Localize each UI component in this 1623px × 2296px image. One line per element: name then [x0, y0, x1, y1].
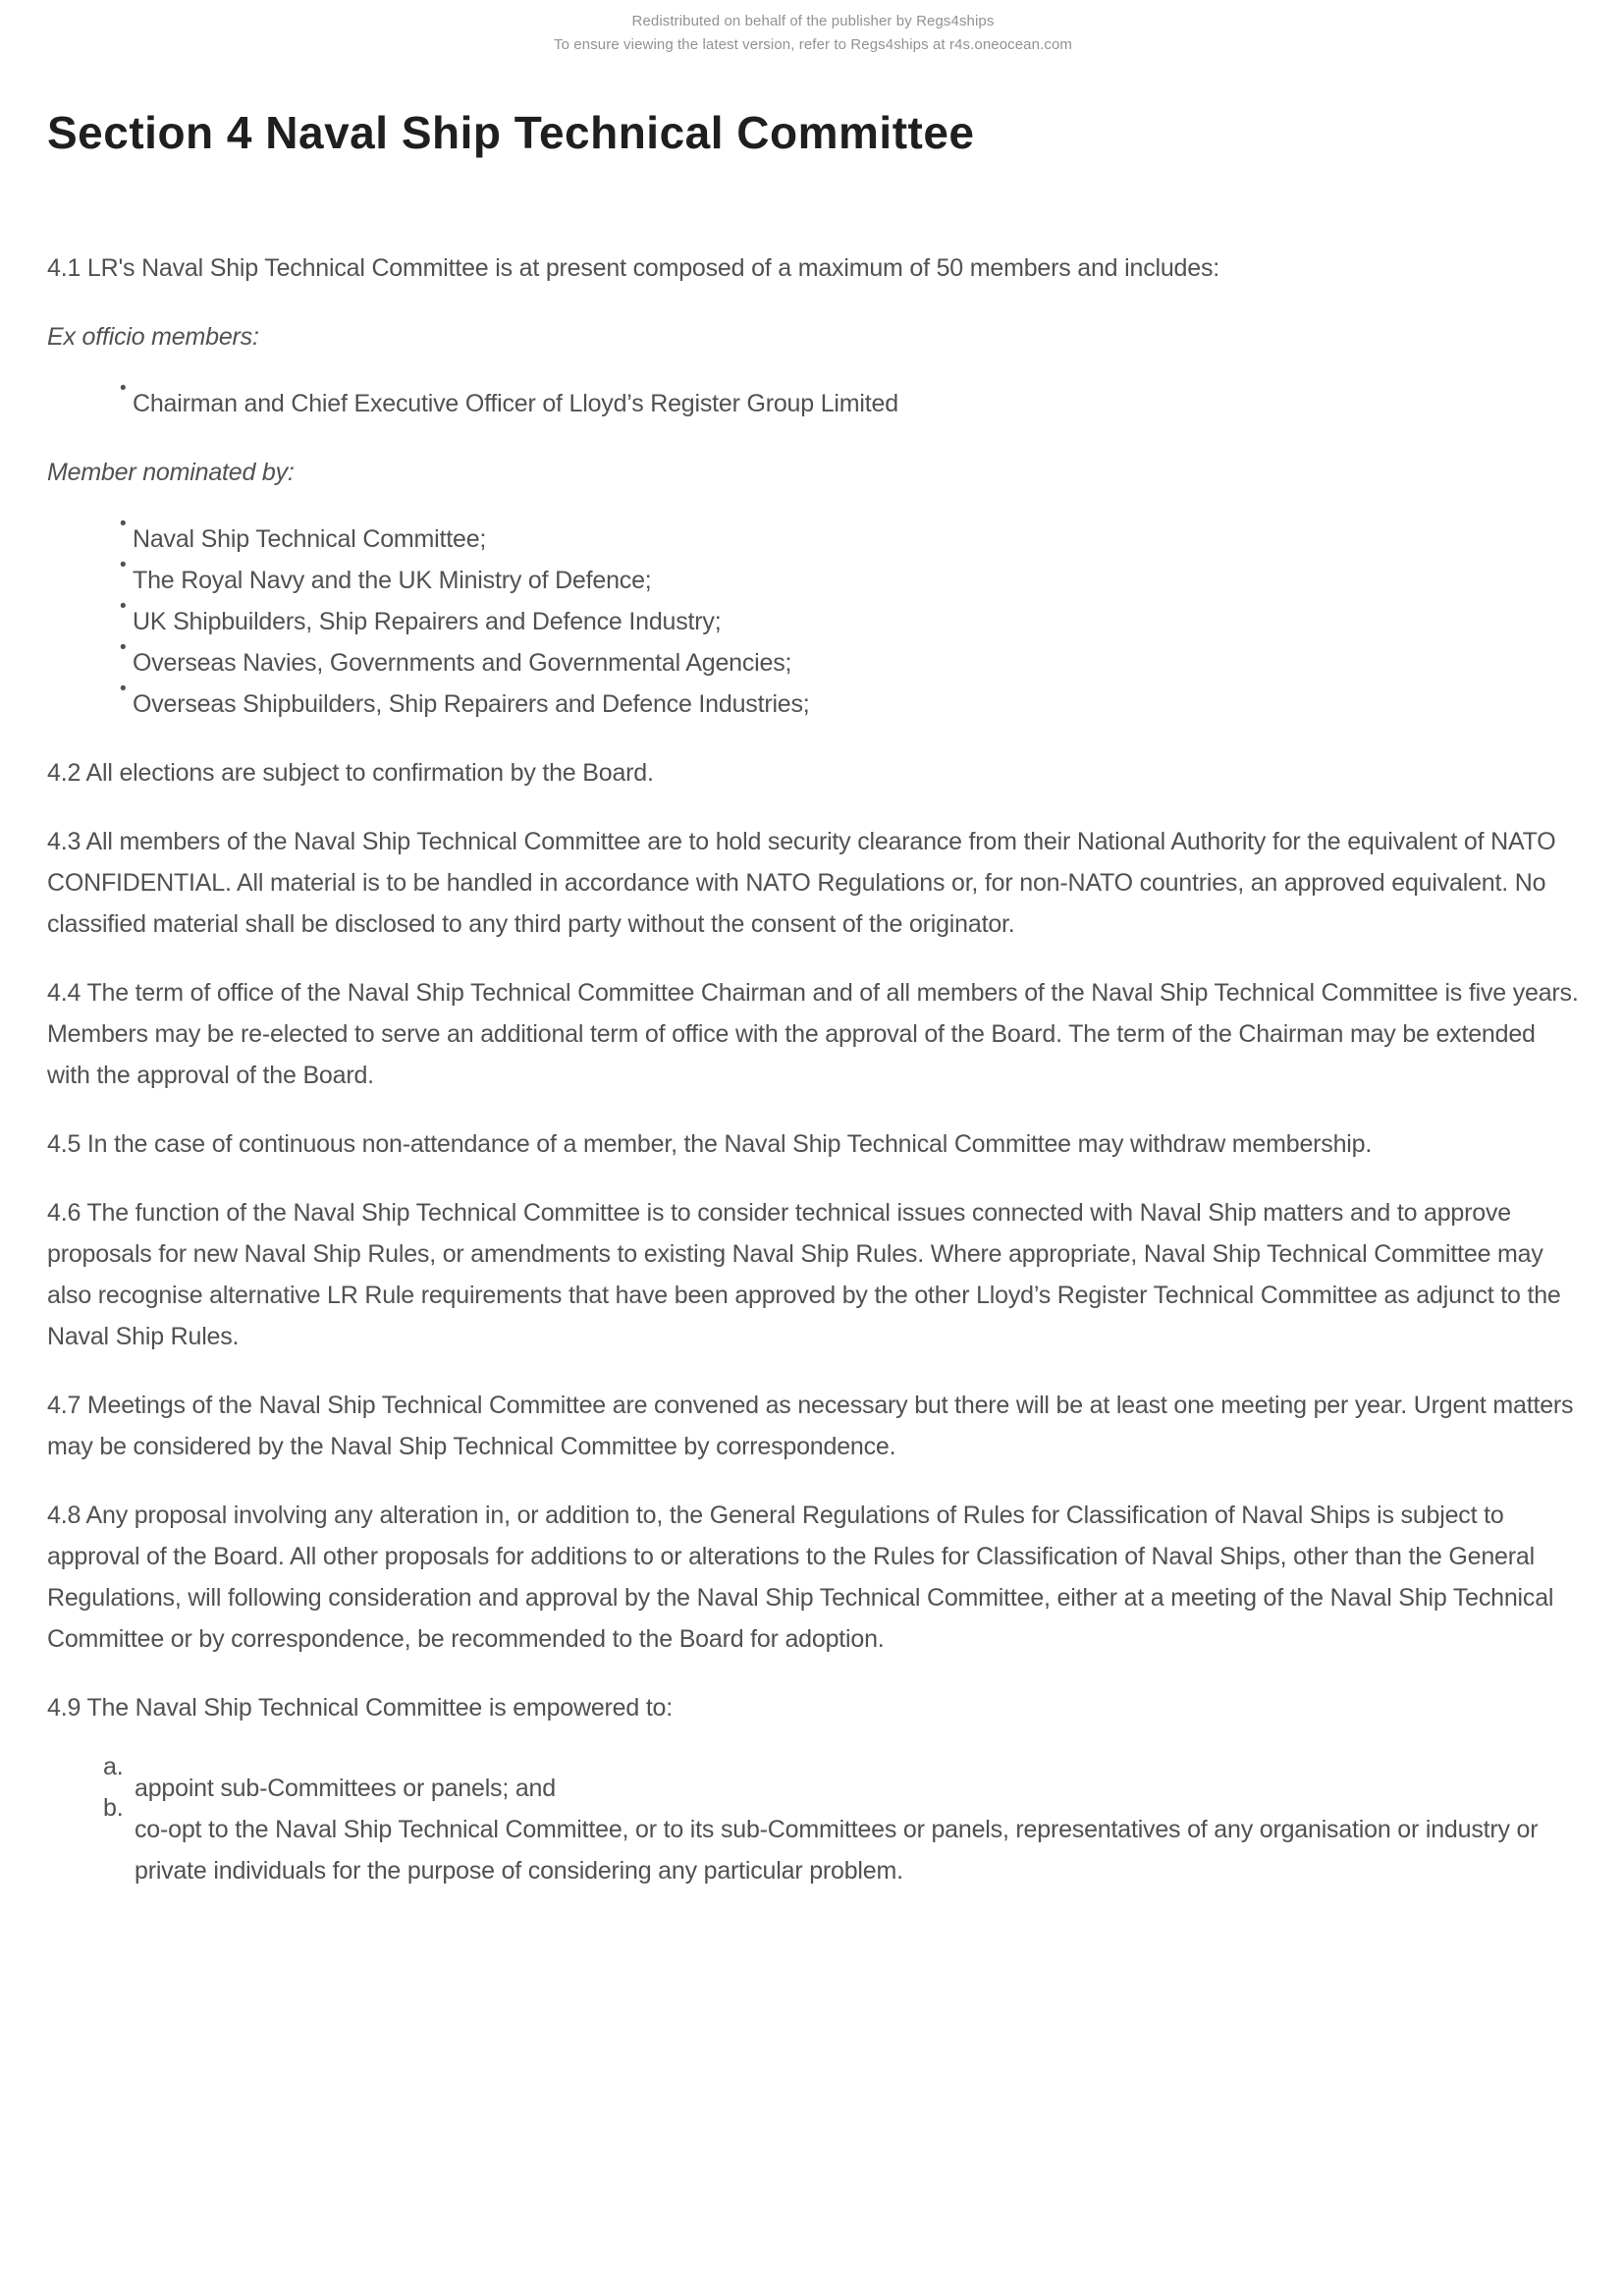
document-content	[47, 106, 1579, 1891]
list-item-text: appoint sub-Committees or panels; and	[135, 1775, 556, 1802]
list-item	[103, 1794, 1579, 1891]
redistribution-notice-line1: Redistributed on behalf of the publisher by Regs4ships	[631, 13, 995, 29]
redistribution-notice	[47, 10, 1579, 57]
paragraph-4-5: 4.5 In the case of continuous non-attendance of a member, the Naval Ship Technical Committee may withdraw membership.	[47, 1130, 1373, 1158]
nominated-heading: Member nominated by:	[47, 459, 295, 486]
ex-officio-list	[47, 383, 1579, 424]
redistribution-notice-line2: To ensure viewing the latest version, refer to Regs4ships at r4s.oneocean.com	[554, 36, 1072, 53]
list-item: • UK Shipbuilders, Ship Repairers and Defence Industry;	[133, 601, 1579, 642]
list-item: • Chairman and Chief Executive Officer of Lloyd’s Register Group Limited	[133, 383, 1579, 424]
paragraph-4-6: 4.6 The function of the Naval Ship Technical Committee is to consider technical issues connected with Naval Ship matters and to approve proposals for new Naval Ship Rules, or amendments to existing Naval Ship Rules. Where appropriate, Naval Ship Technical Committee may also recognise alternative LR Rule requirements that have been approved by the other Lloyd’s Register Technical Committee as adjunct to the Naval Ship Rules.	[47, 1199, 1561, 1350]
paragraph-4-3: 4.3 All members of the Naval Ship Technical Committee are to hold security clearance from their National Authority for the equivalent of NATO CONFIDENTIAL. All material is to be handled in accordance with NATO Regulations or, for non-NATO countries, an approved equivalent. No classified material shall be disclosed to any third party without the consent of the originator.	[47, 828, 1556, 938]
paragraph-4-4: 4.4 The term of office of the Naval Ship Technical Committee Chairman and of all members of the Naval Ship Technical Committee is five years. Members may be re-elected to serve an additional term of office with the approval of the Board. The term of the Chairman may be extended with the approval of the Board.	[47, 979, 1579, 1089]
paragraph-4-7: 4.7 Meetings of the Naval Ship Technical Committee are convened as necessary but there will be at least one meeting per year. Urgent matters may be considered by the Naval Ship Technical Committee by correspondence.	[47, 1392, 1574, 1460]
list-item	[103, 1753, 1579, 1809]
empowered-list	[47, 1753, 1579, 1891]
list-item-text: co-opt to the Naval Ship Technical Committee, or to its sub-Committees or panels, representatives of any organisation or industry or private individuals for the purpose of considering any particular problem.	[135, 1816, 1539, 1885]
nominated-list	[47, 519, 1579, 725]
paragraph-4-2: 4.2 All elections are subject to confirmation by the Board.	[47, 759, 654, 787]
list-item: • The Royal Navy and the UK Ministry of Defence;	[133, 560, 1579, 601]
list-item: • Overseas Navies, Governments and Governmental Agencies;	[133, 642, 1579, 683]
paragraph-4-1: 4.1 LR's Naval Ship Technical Committee is at present composed of a maximum of 50 members and includes:	[47, 254, 1219, 282]
list-marker: a.	[103, 1753, 124, 1780]
list-marker: b.	[103, 1794, 124, 1822]
paragraph-4-9: 4.9 The Naval Ship Technical Committee is empowered to:	[47, 1694, 674, 1722]
list-item: • Overseas Shipbuilders, Ship Repairers and Defence Industries;	[133, 683, 1579, 725]
paragraph-4-8: 4.8 Any proposal involving any alteration in, or addition to, the General Regulations of Rules for Classification of Naval Ships is subject to approval of the Board. All other proposals for additions to or alterations to the Rules for Classification of Naval Ships, other than the General Regulations, will following consideration and approval by the Naval Ship Technical Committee, either at a meeting of the Naval Ship Technical Committee or by correspondence, be recommended to the Board for adoption.	[47, 1502, 1554, 1653]
section-title: Section 4 Naval Ship Technical Committee	[47, 107, 975, 158]
ex-officio-heading: Ex officio members:	[47, 323, 259, 351]
list-item: • Naval Ship Technical Committee;	[133, 519, 1579, 560]
